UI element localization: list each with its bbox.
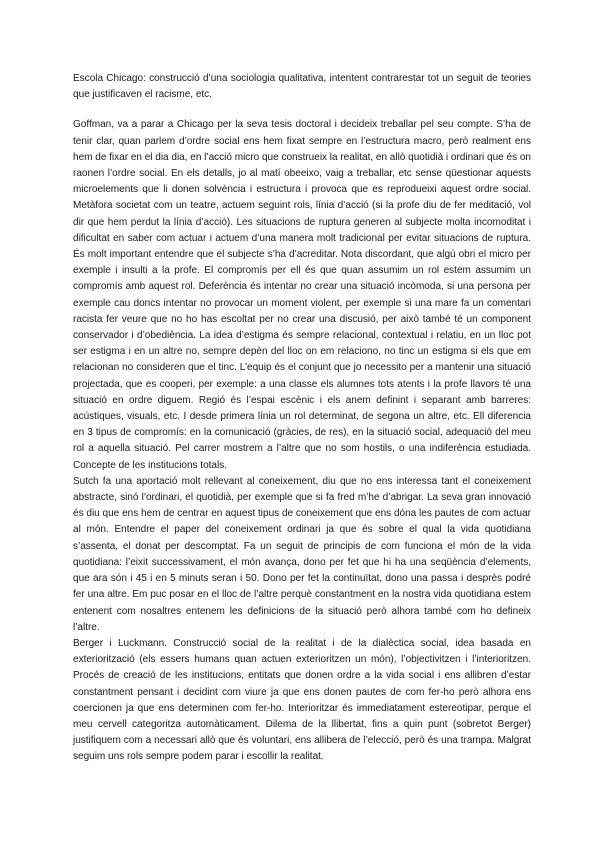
paragraph-sutch: Sutch fa una aportació molt rellevant al coneixement, diu que no ens interessa tant el coneixement abstracte, sinó l’ordinari, el quotidià, per exemple que si fa fred m’he d’abrigar. La seva gran innovació és diu que ens hem de centrar en aquest tipus de coneixement que ens dóna les pautes de com actuar al món. Entendre el paper del coneixement ordinari ja que és sobre el qual la vida quotidiana s’assenta, el donat per descomptat. Fa un seguit de principis de com funciona el món de la vida quotidiana: l’eixit successivament, el món avança, dono per fet que hi ha una seqüència d’elements, que ara són i 45 i en 5 minuts seran i 50. Dono per fet la continuïtat, dono una passa i desprès podré fer una altre. Em puc posar en el lloc de l’altre perquè constantment en la nostra vida quotidiana estem entenent com nosaltres entenem les definicions de la situació però alhora també com ho defineix l’altre.: [73, 475, 531, 633]
paragraph-chicago-school: Escola Chicago: construcció d’una sociologia qualitativa, intentent contrarestar tot un seguit de teories que justificaven el racisme, etc.: [73, 73, 531, 101]
paragraph-goffman: Goffman, va a parar a Chicago per la seva tesis doctoral i decideix treballar pel seu compte. S’ha de tenir clar, quan parlem d’ordre social ens hem fixat sempre en l’estructura macro, però realment ens hem de fixar en el dia dia, en l’acció micro que construeix la realitat, en allò quotidià i ordinari que és on raonen l’ordre social. En els detalls, jo al matí obeeixo, vaig a treballar, etc sense qüestionar aquests microelements que li donen solvència i estructura i provoca que es reprodueixi aquest ordre social. Metàfora societat com un teatre, actuem seguint rols, línia d’acció (si la profe diu de fer meditació, vol dir que hem perdut la línia d’acció). Les situacions de ruptura generen al subjecte molta incomoditat i dificultat en saber com actuar i actuem d’una manera molt tradicional per evitar situacions de ruptura. És molt important entendre que el subjecte s’ha d’acreditar. Nota discordant, que algú obri el micro per exemple i insulti a la profe. El compromís per ell és que quan assumim un rol estem assumim un compromís amb aquest rol. Deferència és intentar no crear una situació incòmoda, si una persona per exemple cau doncs intentar no provocar un moment violent, per exemple si una mare fa un comentari racista fer veure que no ho has escoltat per no crear una discusió, per això també té un component conservador i d’obediència. La idea d’estigma és sempre relacional, contextual i relatiu, en un lloc pot ser estigma i en un altre no, sempre depèn del lloc on em relaciono, no tinc un estigma si els que em relacionan no consideren que el tinc. L’equip és el conjunt que jo necessito per a mantenir una situació projectada, que es cooperi, per exemple: a una classe els alumnes tots atents i la profe llavors té una situació en ordre diguem. Regió és l’espai escènic i els anem definint i separant amb barreres: acústiques, visuals, etc. I desde primera línia un rol determinat, de segona un altre, etc. Ell diferencia en 3 tipus de compromís: en la comunicació (gràcies, de res), en la situació social, adequació del meu rol a aquella situació. Pel carrer mostrem a l’altre que no som hostils, o una indiferència estudiada. Concepte de les institucions totals.: [73, 119, 531, 471]
paragraph-berger-luckmann: Berger i Luckmann. Construcció social de la realitat i de la dialèctica social, idea basada en exteriorització (els essers humans quan actuen exterioritzen un món), l’objectivitzen i l’interioritzen. Procés de creació de les institucions, entitats que donen ordre a la vida social i ens allibren d’estar constantment pensant i decidint com viure ja que ens donen pautes de com fer-ho però alhora ens coercionen ja que ens determinen com fer-ho. Interioritzar és immediatament estereotipar, perque el meu cervell categoritza automàticament. Dilema de la llibertat, fins a quin punt (sobretot Berger) justifiquem com a necessari allò que és voluntari, ens allibera de l’elecció, però és una trampa. Malgrat seguim uns rols sempre podem parar i escollir la realitat.: [73, 637, 531, 763]
document-body: [73, 71, 531, 766]
